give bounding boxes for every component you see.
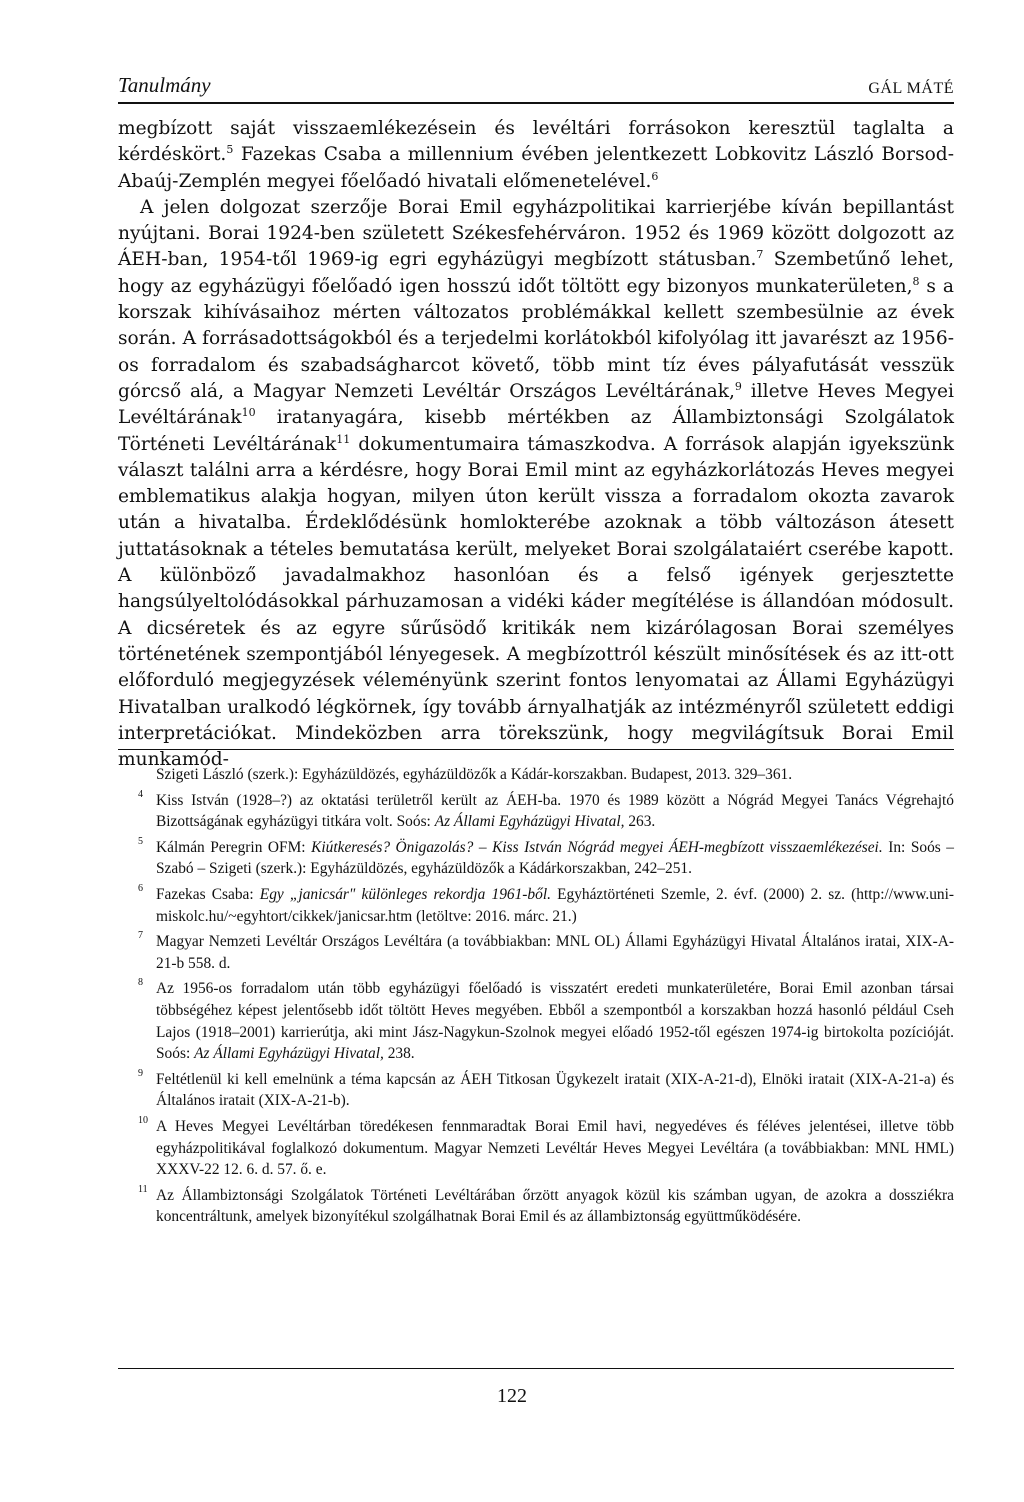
footnote-4 [118, 790, 954, 833]
paragraph-1 [118, 116, 954, 195]
footnote-10 [118, 1116, 954, 1181]
footnote-6 [118, 884, 954, 927]
footnote-text: Kiss István (1928–?) az oktatási területről került az ÁEH-ba. 1970 és 1989 között a Nógrád Megyei Tanács Végrehajtó Bizottságának egyházügyi titkára volt. Soós: [156, 791, 954, 831]
footnote-text: Az 1956-os forradalom után több egyházügyi főelőadó is visszatért eredeti munkaterületére, Borai Emil azonban társai többségéhez képest jelentősebb időt töltött Heves megyében. Ebből a szempontból a korszakban hozzá hasonló például Cseh Lajos (1918–2001) karrierútja, aki mint Jász-Nagykun-Szolnok megyei előadó 1952-től egészen 1974-ig birtokolta pozícióját. Soós: [156, 980, 954, 1063]
text-span: Szembetűnő lehet, hogy az egyházügyi főelőadó igen hosszú időt töltött egy bizonyos munkaterületen, [118, 249, 955, 297]
footnote-text: 238. [383, 1045, 415, 1063]
footnote-continuation [118, 764, 954, 786]
text-span: A jelen dolgozat szerzője Borai Emil egyházpolitikai karrierjébe kíván bepillantást nyújtani. Borai 1924-ben született Székesfehérváron. 1952 és 1969 között dolgozott az ÁEH-ban, 1954-től 1969-ig egri egyházügyi megbízott státusban. [118, 196, 954, 271]
footnote-text: In: Soós – Szabó – Szigeti (szerk.): Egyházüldözés, egyházüldözők a Kádárkorszakban, 242–251. [156, 838, 954, 878]
footnote-italic: Az Állami Egyházügyi Hivatal, [194, 1045, 384, 1063]
text-span: dokumentumaira támaszkodva. A források alapján igyekszünk választ találni arra a kérdésre, hogy Borai Emil mint az egyházkorlátozás Heves megyei emblematikus alakja hogyan, milyen úton került vissza a forradalom okozta zavarok után a hivatalba. Érdeklődésünk homlokterébe azoknak a több változáson átesett juttatásoknak a tételes bemutatása került, melyeket Borai szolgálataiért cserébe kapott. A különböző javadalmakhoz hasonlóan és a felső igények gerjesztette hangsúlyeltolódásokkal párhuzamosan a vidéki káder megítélése is állandóan módosult. A dicséretek és az egyre sűrűsödő kritikák nem kizárólagosan Borai személyes történetének szempontjából lényegesek. A megbízottról készült minősítések és az itt-ott előforduló megjegyzések véleményünk szerint fontos lenyomatai az Állami Egyházügyi Hivatalban uralkodó légkörnek, így tovább árnyalhatják az intézményről született eddigi interpretációkat. Mindeközben arra törekszünk, hogy megvilágítsuk Borai Emil munkamód- [118, 433, 954, 771]
running-header [118, 72, 954, 104]
footnote-11 [118, 1185, 954, 1228]
footnote-text: Egyháztörténeti Szemle, 2. évf. (2000) 2. sz. (http://www.uni-miskolc.hu/~egyhtort/cikkek/janicsar.htm (letöltve: 2016. márc. 21.) [156, 885, 955, 925]
footnote-text: Kálmán Peregrin OFM: [156, 838, 312, 856]
footnote-text: Szigeti László (szerk.): Egyházüldözés, egyházüldözők a Kádár-korszakban. Budapest, 2013. 329–361. [156, 766, 793, 783]
footnote-text: A Heves Megyei Levéltárban töredékesen fennmaradtak Borai Emil havi, negyedéves és féléves jelentései, illetve több egyházpolitikával foglalkozó dokumentum. Magyar Nemzeti Levéltár Heves Megyei Levéltára (a továbbiakban: MNL HML) XXXV-22 12. 6. d. 57. ő. e. [156, 1117, 954, 1179]
text-span: s a korszak kihívásaihoz mérten változatos problémákkal kellett szembesülnie az évek során. A forrásadottságokból és a terjedelmi korlátokból kifolyólag itt javarészt az 1956-os forradalom és szabadságharcot követő, több mint tíz éves pályafutását vesszük górcső alá, a Magyar Nemzeti Levéltár Országos Levéltárának, [118, 275, 954, 402]
paragraph-2 [118, 195, 954, 774]
footnote-text: Az Állambiztonsági Szolgálatok Történeti Levéltárában őrzött anyagok közül kis számban ugyan, de azokra a dossziékra koncentráltunk, amelyek bizonyítékul szolgálhatnak Borai Emil és az állambiztonság együttműködésére. [156, 1186, 954, 1226]
footnote-italic: Egy „janicsár" különleges rekordja 1961-ből. [259, 885, 551, 903]
text-span: iratanyagára, kisebb mértékben az Állambiztonsági Szolgálatok Történeti Levéltárának [118, 407, 954, 455]
page-number: 122 [497, 1385, 527, 1407]
footnote-ref-11[interactable]: 11 [336, 432, 351, 446]
footnote-ref-6[interactable]: 6 [651, 169, 659, 183]
footnote-number: 4 [138, 788, 143, 800]
footnote-divider [118, 749, 954, 750]
bottom-divider [118, 1368, 954, 1369]
footnote-9 [118, 1069, 954, 1112]
footnote-5 [118, 837, 954, 880]
footnote-ref-5[interactable]: 5 [226, 143, 234, 157]
footnotes [118, 764, 954, 1232]
footnote-ref-10[interactable]: 10 [241, 406, 256, 420]
footnote-7 [118, 931, 954, 974]
footnote-number: 9 [138, 1067, 143, 1079]
section-title: Tanulmány [118, 73, 211, 97]
footnote-ref-7[interactable]: 7 [756, 248, 764, 262]
footnote-number: 6 [138, 882, 143, 894]
footnote-ref-8[interactable]: 8 [912, 274, 920, 288]
footnote-number: 11 [138, 1183, 148, 1195]
footnote-italic: Kiútkeresés? Önigazolás? – Kiss István Nógrád megyei ÁEH-megbízott visszaemlékezései. [311, 838, 883, 856]
footnote-number: 5 [138, 835, 143, 847]
footnote-number: 7 [138, 930, 143, 942]
footnote-text: Magyar Nemzeti Levéltár Országos Levéltára (a továbbiakban: MNL OL) Állami Egyházügyi Hivatal Általános iratai, XIX-A-21-b 558. d. [156, 933, 954, 972]
footnote-8 [118, 978, 954, 1064]
text-span: megbízott saját visszaemlékezésein és levéltári forrásokon keresztül taglalta a kérdéskört. [118, 118, 954, 166]
footnote-text: Fazekas Csaba: [156, 885, 260, 903]
footnote-text: 263. [624, 813, 656, 831]
footnote-number: 8 [138, 977, 143, 989]
footnote-text: Feltétlenül ki kell emelnünk a téma kapcsán az ÁEH Titkosan Ügykezelt iratait (XIX-A-21-d), Elnöki iratait (XIX-A-21-a) és Általános iratait (XIX-A-21-b). [156, 1070, 954, 1110]
footnote-number: 10 [138, 1114, 148, 1126]
text-span: illetve Heves Megyei Levéltárának [118, 380, 954, 429]
footnote-italic: Az Állami Egyházügyi Hivatal, [434, 813, 625, 831]
footnote-ref-9[interactable]: 9 [734, 379, 742, 393]
text-span: Fazekas Csaba a millennium évében jelentkezett Lobkovitz László Borsod-Abaúj-Zemplén megyei főelőadó hivatali előmenetelével. [118, 144, 954, 192]
author-name: GÁL MÁTÉ [868, 80, 954, 97]
main-text [118, 116, 954, 773]
